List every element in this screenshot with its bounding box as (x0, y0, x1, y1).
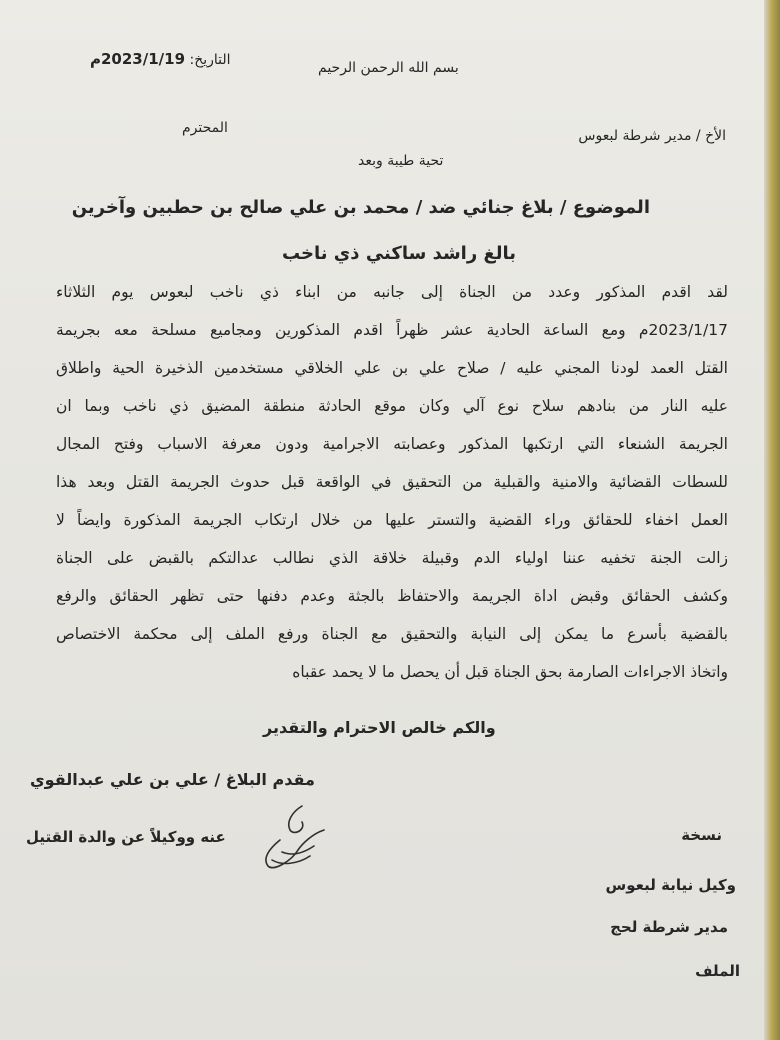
date-value: 2023/1/19م (90, 50, 186, 68)
copy-recipient: وكيل نيابة لبعوس (605, 876, 736, 894)
body-line: بالقضية بأسرع ما يمكن إلى النيابة والتحقيق مع الجناة ورفع الملف إلى محكمة الاختصاص (56, 625, 728, 643)
subject-line: الموضوع / بلاغ جنائي ضد / محمد بن علي صالح بن حطبين وآخرين (71, 197, 650, 218)
basmala: بسم الله الرحمن الرحيم (318, 60, 459, 76)
page-edge (764, 0, 780, 1040)
signature-icon (252, 800, 332, 875)
addressee: الأخ / مدير شرطة لبعوس (578, 128, 726, 144)
body-line: زالت الجنة تخفيه عننا اولياء الدم وقبيلة خلاقة الذي نطالب عدالتكم بالقبض على الجناة (56, 549, 728, 567)
document-date (90, 50, 231, 68)
copies-title: نسخة (681, 826, 722, 844)
body-line: 2023/1/17م ومع الساعة الحادية عشر ظهراً اقدم المذكورين ومجاميع مسلحة معه بجريمة (56, 321, 728, 339)
subject-line-2: بالغ راشد ساكني ذي ناخب (282, 243, 517, 264)
date-label: التاريخ: (189, 52, 231, 68)
copy-recipient: مدير شرطة لحج (610, 918, 728, 936)
honorific: المحترم (182, 120, 228, 136)
body-line: القتل العمد لودنا المجني عليه / صلاح علي بن علي الخلاقي مستخدمين الذخيرة الحية واطلاق (56, 359, 728, 377)
body-line: وكشف الحقائق وقبض اداة الجريمة والاحتفاظ بالجثة وعدم دفنها حتى تظهر الحقائق والرفع (56, 587, 728, 605)
body-line: لقد اقدم المذكور وعدد من الجناة إلى جانبه من ابناء ذي ناخب لبعوس يوم الثلاثاء (56, 283, 728, 301)
copy-recipient: الملف (695, 962, 740, 980)
closing-line: والكم خالص الاحترام والتقدير (263, 718, 496, 737)
body-line: واتخاذ الاجراءات الصارمة بحق الجناة قبل أن يحصل ما لا يحمد عقباه (292, 663, 728, 681)
submitter-name: مقدم البلاغ / علي بن علي عبدالقوي (30, 770, 315, 789)
body-line: للسطات القضائية والامنية والقبلية من التحقيق في الواقعة قبل حدوث الجريمة القتل وبعد هذا (56, 473, 728, 491)
proxy-note: عنه ووكيلاً عن والدة القتيل (26, 828, 226, 846)
body-line: الجريمة الشنعاء التي ارتكبها المذكور وعصابته الاجرامية ودون معرفة الاسباب وفتح المجال (56, 435, 728, 453)
greeting: تحية طيبة وبعد (358, 153, 444, 169)
body-line: عليه النار من بنادهم سلاح نوع آلي وكان موقع الحادثة منطقة المضيق ذي ناخب وبما ان (56, 397, 728, 415)
body-line: العمل اخفاء للحقائق وراء القضية والتستر عليها من خلال ارتكاب الجريمة المذكورة وايضاً لا (56, 511, 728, 529)
